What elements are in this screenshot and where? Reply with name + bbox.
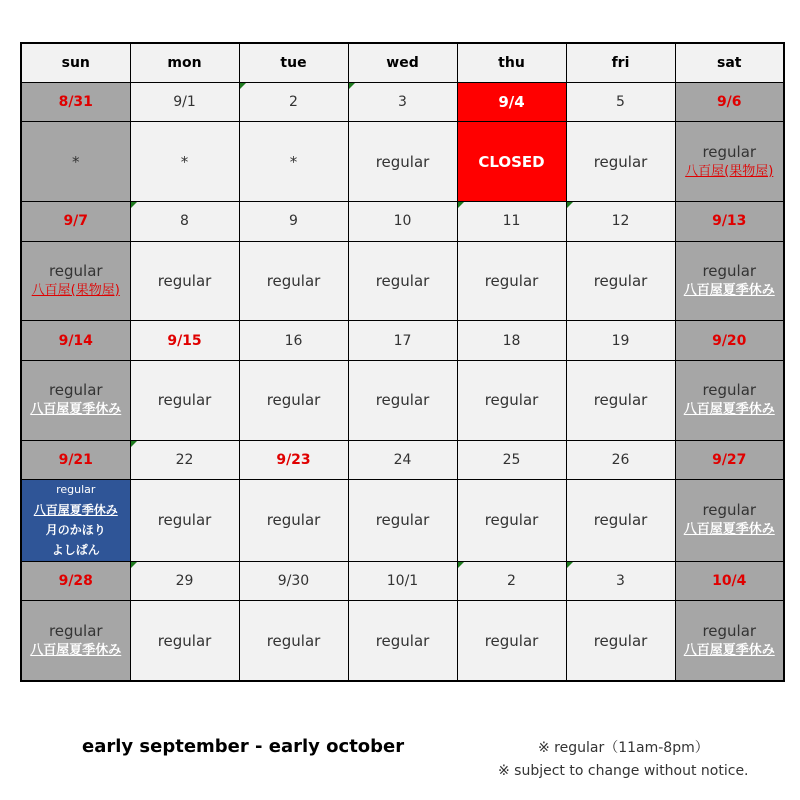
date-cell: 2 — [239, 83, 348, 122]
vendor-link[interactable]: 八百屋夏季休み — [683, 282, 775, 298]
date-cell: 17 — [348, 321, 457, 360]
date-cell-closed: 9/4 — [457, 83, 566, 122]
info-cell — [21, 360, 130, 440]
vendor-link[interactable]: 八百屋(果物屋) — [31, 282, 120, 298]
vendor-link[interactable]: 八百屋(果物屋) — [685, 163, 774, 179]
header-mon: mon — [130, 43, 239, 83]
date-cell: 22 — [130, 440, 239, 479]
info-cell: * — [130, 122, 239, 202]
info-cell: regular — [348, 360, 457, 440]
date-cell: 12 — [566, 202, 675, 241]
regular-hours-note: ※ regular（11am-8pm） — [538, 740, 709, 756]
vendor-link[interactable]: 八百屋夏季休み — [30, 642, 122, 658]
date-cell: 9/7 — [21, 202, 130, 241]
week-4-dates — [21, 440, 784, 479]
date-cell: 8/31 — [21, 83, 130, 122]
calendar-table — [20, 42, 785, 682]
info-cell — [21, 241, 130, 321]
header-wed: wed — [348, 43, 457, 83]
info-cell: regular — [348, 122, 457, 202]
info-cell: regular — [130, 360, 239, 440]
date-cell: 16 — [239, 321, 348, 360]
date-cell: 26 — [566, 440, 675, 479]
vendor-link[interactable]: 八百屋夏季休み — [683, 642, 775, 658]
date-cell: 19 — [566, 321, 675, 360]
date-cell: 9/14 — [21, 321, 130, 360]
date-cell: 11 — [457, 202, 566, 241]
info-text: regular — [702, 501, 757, 520]
date-cell: 9/28 — [21, 561, 130, 600]
header-thu: thu — [457, 43, 566, 83]
info-cell: regular — [130, 601, 239, 681]
info-cell: regular — [239, 360, 348, 440]
date-cell: 5 — [566, 83, 675, 122]
info-cell — [675, 360, 784, 440]
info-cell: regular — [566, 479, 675, 561]
date-cell: 25 — [457, 440, 566, 479]
vendor-link[interactable]: 八百屋夏季休み — [33, 503, 118, 518]
week-3-dates — [21, 321, 784, 360]
vendor-link[interactable]: 八百屋夏季休み — [683, 522, 775, 538]
week-2-info — [21, 241, 784, 321]
week-1-dates — [21, 83, 784, 122]
date-cell: 24 — [348, 440, 457, 479]
info-cell: regular — [566, 122, 675, 202]
date-cell: 9/1 — [130, 83, 239, 122]
info-cell: regular — [566, 360, 675, 440]
header-sat: sat — [675, 43, 784, 83]
date-cell: 29 — [130, 561, 239, 600]
date-cell: 10/1 — [348, 561, 457, 600]
info-cell: regular — [348, 601, 457, 681]
closed-cell: CLOSED — [457, 122, 566, 202]
vendor-link[interactable]: 八百屋夏季休み — [30, 402, 122, 418]
date-cell: 3 — [348, 83, 457, 122]
info-cell: regular — [130, 479, 239, 561]
info-cell: regular — [239, 479, 348, 561]
info-text: regular — [702, 381, 757, 400]
week-5-info — [21, 601, 784, 681]
info-text: regular — [48, 381, 103, 400]
info-cell: * — [21, 122, 130, 202]
info-cell — [675, 241, 784, 321]
info-cell: regular — [348, 241, 457, 321]
info-text: regular — [702, 621, 757, 640]
date-cell: 9/27 — [675, 440, 784, 479]
date-cell: 18 — [457, 321, 566, 360]
header-tue: tue — [239, 43, 348, 83]
date-cell: 9/23 — [239, 440, 348, 479]
info-text: regular — [702, 142, 757, 161]
vendor-name: 月のかほり — [45, 523, 106, 538]
info-cell: regular — [239, 241, 348, 321]
schedule-title: early september - early october — [82, 736, 405, 757]
date-cell: 8 — [130, 202, 239, 241]
vendor-link[interactable]: 八百屋夏季休み — [683, 402, 775, 418]
info-cell: regular — [130, 241, 239, 321]
date-cell: 9/13 — [675, 202, 784, 241]
date-cell: 9/15 — [130, 321, 239, 360]
info-cell: regular — [566, 601, 675, 681]
header-sun: sun — [21, 43, 130, 83]
vendor-name: よしぱん — [51, 543, 100, 558]
info-cell — [675, 479, 784, 561]
date-cell: 10/4 — [675, 561, 784, 600]
info-text: regular — [48, 621, 103, 640]
info-text: regular — [48, 261, 103, 280]
special-info-cell — [21, 479, 130, 561]
week-1-info — [21, 122, 784, 202]
date-cell: 2 — [457, 561, 566, 600]
date-cell: 9/6 — [675, 83, 784, 122]
info-cell: regular — [457, 479, 566, 561]
week-3-info — [21, 360, 784, 440]
info-cell: regular — [239, 601, 348, 681]
date-cell: 9/20 — [675, 321, 784, 360]
info-cell: * — [239, 122, 348, 202]
info-cell: regular — [457, 601, 566, 681]
date-cell: 9/21 — [21, 440, 130, 479]
change-notice: ※ subject to change without notice. — [498, 763, 749, 779]
info-cell — [675, 122, 784, 202]
info-cell — [21, 601, 130, 681]
date-cell: 9 — [239, 202, 348, 241]
info-cell: regular — [457, 241, 566, 321]
info-cell: regular — [457, 360, 566, 440]
info-cell: regular — [566, 241, 675, 321]
header-fri: fri — [566, 43, 675, 83]
info-text: regular — [56, 483, 96, 497]
week-4-info — [21, 479, 784, 561]
info-cell — [675, 601, 784, 681]
info-cell: regular — [348, 479, 457, 561]
info-text: regular — [702, 261, 757, 280]
date-cell: 10 — [348, 202, 457, 241]
week-5-dates — [21, 561, 784, 600]
date-cell: 9/30 — [239, 561, 348, 600]
week-2-dates — [21, 202, 784, 241]
date-cell: 3 — [566, 561, 675, 600]
weekday-header-row — [21, 43, 784, 83]
